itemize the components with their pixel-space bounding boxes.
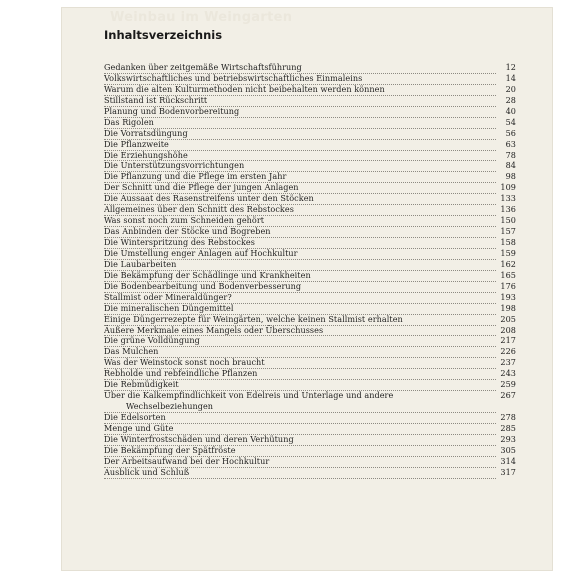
toc-entry-page-number: 158	[500, 237, 516, 247]
toc-entry-page-number: 176	[500, 280, 516, 291]
toc-entry	[104, 182, 516, 193]
toc-entry	[104, 226, 516, 237]
toc-entry	[104, 95, 516, 106]
toc-entry-page-number: 109	[500, 182, 516, 193]
toc-entry-page-number: 63	[505, 138, 516, 149]
toc-entry-title-text: Die Winterspritzung des Rebstockes	[104, 237, 255, 247]
toc-entry	[104, 237, 516, 248]
toc-entry	[104, 106, 516, 117]
toc-entry	[104, 357, 516, 368]
toc-entry	[104, 117, 516, 128]
toc-entry-title-text: Planung und Bodenvorbereitung	[104, 105, 240, 116]
toc-entry-page-number: 259	[500, 379, 516, 390]
toc-entry	[104, 434, 516, 445]
toc-entry-title-text: Die Bodenbearbeitung und Bodenverbesserung	[104, 280, 302, 291]
toc-entry-title-text: Ausblick und Schluß	[104, 466, 190, 477]
toc-entry	[104, 73, 516, 84]
toc-entry	[104, 139, 516, 150]
toc-entry-title-text: Einige Düngerrezepte für Weingärten, welche keinen Stallmist erhalten	[104, 313, 403, 324]
toc-entry-title-text: Allgemeines über den Schnitt des Rebstockes	[104, 204, 294, 215]
page-title: Inhaltsverzeichnis	[104, 28, 223, 42]
toc-entry	[104, 467, 516, 478]
toc-entry	[104, 204, 516, 215]
toc-entry-page-number: 28	[505, 94, 516, 105]
toc-entry-page-number: 226	[500, 346, 516, 357]
toc-entry-title-text: Die Erziehungshöhe	[104, 149, 188, 160]
toc-entry-title-text: Die Pflanzweite	[104, 138, 169, 149]
toc-entry-page-number: 136	[500, 204, 516, 215]
toc-entry-page-number: 78	[505, 149, 516, 160]
toc-entry-title-text: Das Mulchen	[104, 346, 159, 357]
toc-entry-title-text: Die Edelsorten	[104, 412, 166, 423]
toc-entry	[104, 325, 516, 336]
toc-entry-title-text: Die Unterstützungsvorrichtungen	[104, 160, 245, 171]
toc-entry	[104, 281, 516, 292]
toc-entry-title-text: Über die Kalkempfindlichkeit von Edelreis und Unterlage und andere	[104, 390, 394, 401]
toc-entry-title-text: Die Laubarbeiten	[104, 258, 177, 269]
toc-entry-page-number: 243	[500, 368, 516, 379]
toc-entry	[104, 215, 516, 226]
toc-entry-page-number: 159	[500, 247, 516, 258]
toc-entry-page-number: 14	[505, 72, 516, 83]
toc-entry-title-continuation: Wechselbeziehungen	[126, 401, 214, 412]
toc-entry-title-text: Die Bekämpfung der Spätfröste	[104, 444, 236, 455]
toc-entry-title	[104, 467, 496, 479]
toc-entry-page-number: 237	[500, 357, 516, 368]
toc-entry-page-number: 193	[500, 291, 516, 302]
toc-entry-page-number: 98	[505, 171, 516, 182]
toc-entry-title-text: Was der Weinstock sonst noch braucht	[104, 357, 265, 368]
toc-entry-page-number: 314	[500, 455, 516, 466]
toc-entry-title-text: Die Umstellung enger Anlagen auf Hochkultur	[104, 247, 298, 258]
toc-entry-title-text: Stallmist oder Mineraldünger?	[104, 291, 232, 302]
toc-entry	[104, 390, 516, 412]
toc-entry	[104, 62, 516, 73]
toc-entry-title-text: Menge und Güte	[104, 422, 174, 433]
toc-entry	[104, 379, 516, 390]
toc-entry-title-text: Die Rebmüdigkeit	[104, 379, 179, 390]
toc-entry-title-text: Äußere Merkmale eines Mangels oder Überschusses	[104, 324, 324, 335]
toc-entry-page-number: 56	[505, 127, 516, 138]
toc-entry	[104, 171, 516, 182]
toc-entry	[104, 346, 516, 357]
table-of-contents	[104, 62, 516, 478]
toc-entry	[104, 128, 516, 139]
toc-entry	[104, 314, 516, 325]
toc-entry	[104, 368, 516, 379]
toc-entry-title	[104, 390, 496, 413]
toc-entry-title-text: Die Winterfrostschäden und deren Verhütung	[104, 433, 294, 444]
toc-entry-title-text: Warum die alten Kulturmethoden nicht beibehalten werden können	[104, 83, 385, 94]
toc-entry-page-number: 133	[500, 193, 516, 204]
toc-entry	[104, 335, 516, 346]
toc-entry-title-text: Der Arbeitsaufwand bei der Hochkultur	[104, 455, 270, 466]
toc-entry-page-number: 267	[500, 390, 516, 401]
toc-entry-page-number: 285	[500, 422, 516, 433]
toc-entry-page-number: 20	[505, 83, 516, 94]
toc-entry-title-text: Die Aussaat des Rasenstreifens unter den Stöcken	[104, 193, 314, 204]
toc-entry	[104, 248, 516, 259]
show-through-text: Weinbau im Weingarten	[110, 10, 293, 25]
toc-entry-title-text: Gedanken über zeitgemäße Wirtschaftsführung	[104, 62, 302, 72]
toc-entry-page-number: 278	[500, 412, 516, 423]
toc-entry	[104, 292, 516, 303]
toc-entry-page-number: 198	[500, 302, 516, 313]
toc-entry-title-text: Volkswirtschaftliches und betriebswirtschaftliches Einmaleins	[104, 72, 363, 83]
toc-entry-page-number: 12	[505, 62, 516, 72]
toc-entry-title-text: Der Schnitt und die Pflege der jungen Anlagen	[104, 182, 299, 193]
toc-entry-title-text: Das Rigolen	[104, 116, 154, 127]
toc-entry	[104, 412, 516, 423]
toc-entry-title-text: Die Vorratsdüngung	[104, 127, 188, 138]
toc-entry-page-number: 40	[505, 105, 516, 116]
toc-entry	[104, 270, 516, 281]
toc-entry	[104, 150, 516, 161]
toc-entry-page-number: 208	[500, 324, 516, 335]
toc-entry-title-text: Was sonst noch zum Schneiden gehört	[104, 215, 265, 226]
toc-entry-page-number: 317	[500, 466, 516, 477]
toc-entry-page-number: 157	[500, 226, 516, 237]
toc-entry	[104, 84, 516, 95]
toc-entry-page-number: 162	[500, 258, 516, 269]
toc-entry	[104, 193, 516, 204]
toc-entry	[104, 445, 516, 456]
toc-entry	[104, 303, 516, 314]
toc-entry	[104, 259, 516, 270]
toc-entry-page-number: 217	[500, 335, 516, 346]
toc-entry-title-text: Rebholde und rebfeindliche Pflanzen	[104, 368, 258, 379]
toc-entry-page-number: 165	[500, 269, 516, 280]
toc-entry-page-number: 305	[500, 444, 516, 455]
toc-entry	[104, 423, 516, 434]
toc-entry-page-number: 205	[500, 313, 516, 324]
toc-entry-title-text: Die Pflanzung und die Pflege im ersten Jahr	[104, 171, 287, 182]
toc-entry-page-number: 150	[500, 215, 516, 226]
toc-entry-title-text: Die mineralischen Düngemittel	[104, 302, 234, 313]
toc-entry-page-number: 84	[505, 160, 516, 171]
toc-entry	[104, 160, 516, 171]
toc-entry-page-number: 293	[500, 433, 516, 444]
toc-entry-title-text: Die grüne Volldüngung	[104, 335, 200, 346]
toc-entry-page-number: 54	[505, 116, 516, 127]
toc-entry-title-text: Stillstand ist Rückschritt	[104, 94, 208, 105]
toc-entry-title-text: Die Bekämpfung der Schädlinge und Krankheiten	[104, 269, 311, 280]
toc-entry-title-text: Das Anbinden der Stöcke und Bogreben	[104, 226, 271, 237]
toc-entry	[104, 456, 516, 467]
